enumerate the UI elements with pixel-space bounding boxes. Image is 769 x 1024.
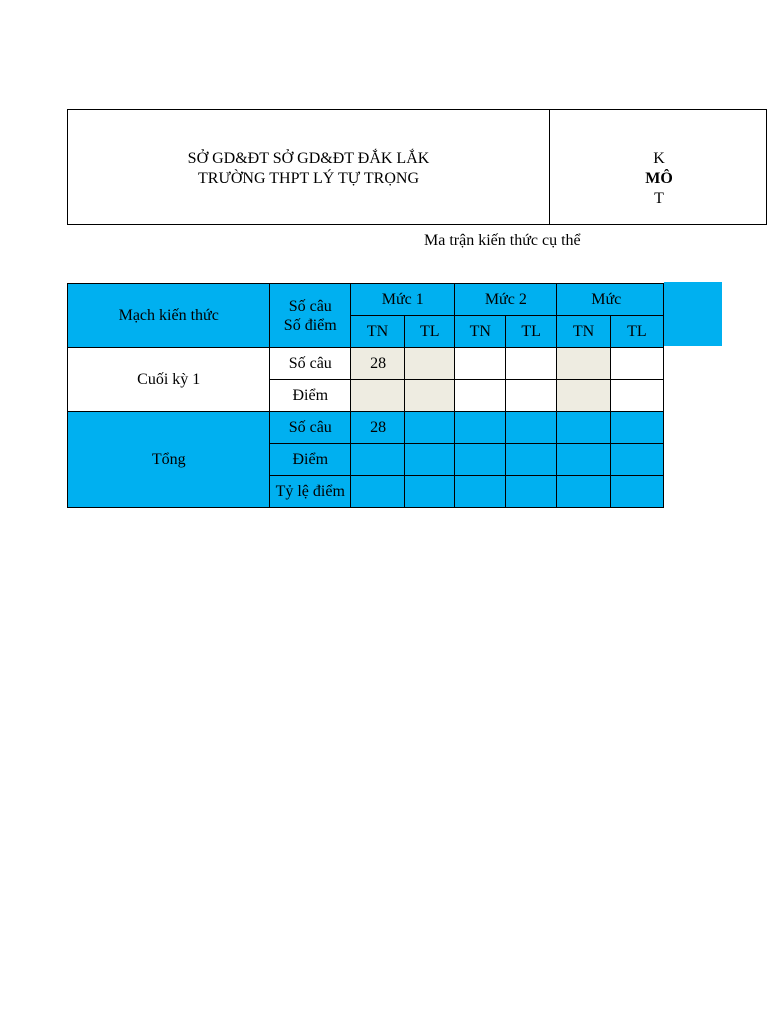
- sub-tl: TL: [610, 316, 663, 348]
- total-cell: [405, 476, 455, 508]
- total-cell: [557, 444, 610, 476]
- header-meta-line1: Số câu: [288, 297, 332, 315]
- total-cell: [455, 412, 506, 444]
- header-right-line3: T: [654, 190, 664, 207]
- sub-tn: TN: [455, 316, 506, 348]
- total-ty-le-label: Tỷ lệ điểm: [270, 476, 351, 508]
- row-so-cau-label: Số câu: [270, 348, 351, 380]
- cell-diem-m3-tn: [557, 380, 610, 412]
- cell-socau-m2-tl: [506, 348, 557, 380]
- total-cell: [405, 444, 455, 476]
- school-name: TRƯỜNG THPT LÝ TỰ TRỌNG: [198, 170, 419, 187]
- document-header: [67, 109, 767, 225]
- cell-socau-m1-tl: [405, 348, 455, 380]
- sub-tl: TL: [405, 316, 455, 348]
- org-name: SỞ GD&ĐT SỞ GD&ĐT ĐẮK LẮK: [187, 150, 430, 167]
- total-cell: [557, 476, 610, 508]
- sub-tn: TN: [557, 316, 610, 348]
- header-level-2: Mức 2: [455, 284, 557, 316]
- total-cell: [610, 412, 663, 444]
- total-cell: [506, 444, 557, 476]
- cell-socau-m3-tl: [610, 348, 663, 380]
- header-meta-line2: Số điểm: [283, 316, 337, 334]
- header-right-line2: MÔ: [645, 170, 673, 187]
- sub-tl: TL: [506, 316, 557, 348]
- cell-diem-m2-tn: [455, 380, 506, 412]
- total-so-cau-label: Số câu: [270, 412, 351, 444]
- total-cell: [506, 412, 557, 444]
- sub-tn: TN: [351, 316, 405, 348]
- total-cell: [455, 444, 506, 476]
- total-cell: [610, 444, 663, 476]
- total-diem-label: Điểm: [270, 444, 351, 476]
- cell-diem-m3-tl: [610, 380, 663, 412]
- total-cell: [455, 476, 506, 508]
- row-label-cuoi-ky-1: Cuối kỳ 1: [68, 348, 270, 412]
- header-level-3: Mức: [557, 284, 664, 316]
- knowledge-matrix-table: [67, 283, 664, 508]
- cell-socau-m2-tn: [455, 348, 506, 380]
- total-cell: [557, 412, 610, 444]
- cell-socau-m3-tn: [557, 348, 610, 380]
- header-level-1: Mức 1: [351, 284, 455, 316]
- header-fill-overflow: [664, 282, 722, 346]
- cell-socau-m1-tn: 28: [351, 348, 405, 380]
- total-cell: [610, 476, 663, 508]
- header-topic: Mạch kiến thức: [68, 284, 270, 348]
- total-cell: [351, 444, 405, 476]
- header-meta: [270, 284, 351, 348]
- total-cell: [351, 476, 405, 508]
- header-left-cell: [68, 110, 550, 224]
- header-right-line1: K: [653, 150, 665, 167]
- cell-diem-m2-tl: [506, 380, 557, 412]
- row-diem-label: Điểm: [270, 380, 351, 412]
- cell-diem-m1-tl: [405, 380, 455, 412]
- total-cell: [405, 412, 455, 444]
- row-label-tong: Tổng: [68, 412, 270, 508]
- cell-diem-m1-tn: [351, 380, 405, 412]
- total-cell: [506, 476, 557, 508]
- total-socau-m1-tn: 28: [351, 412, 405, 444]
- page-subtitle: Ma trận kiến thức cụ thể: [424, 232, 581, 249]
